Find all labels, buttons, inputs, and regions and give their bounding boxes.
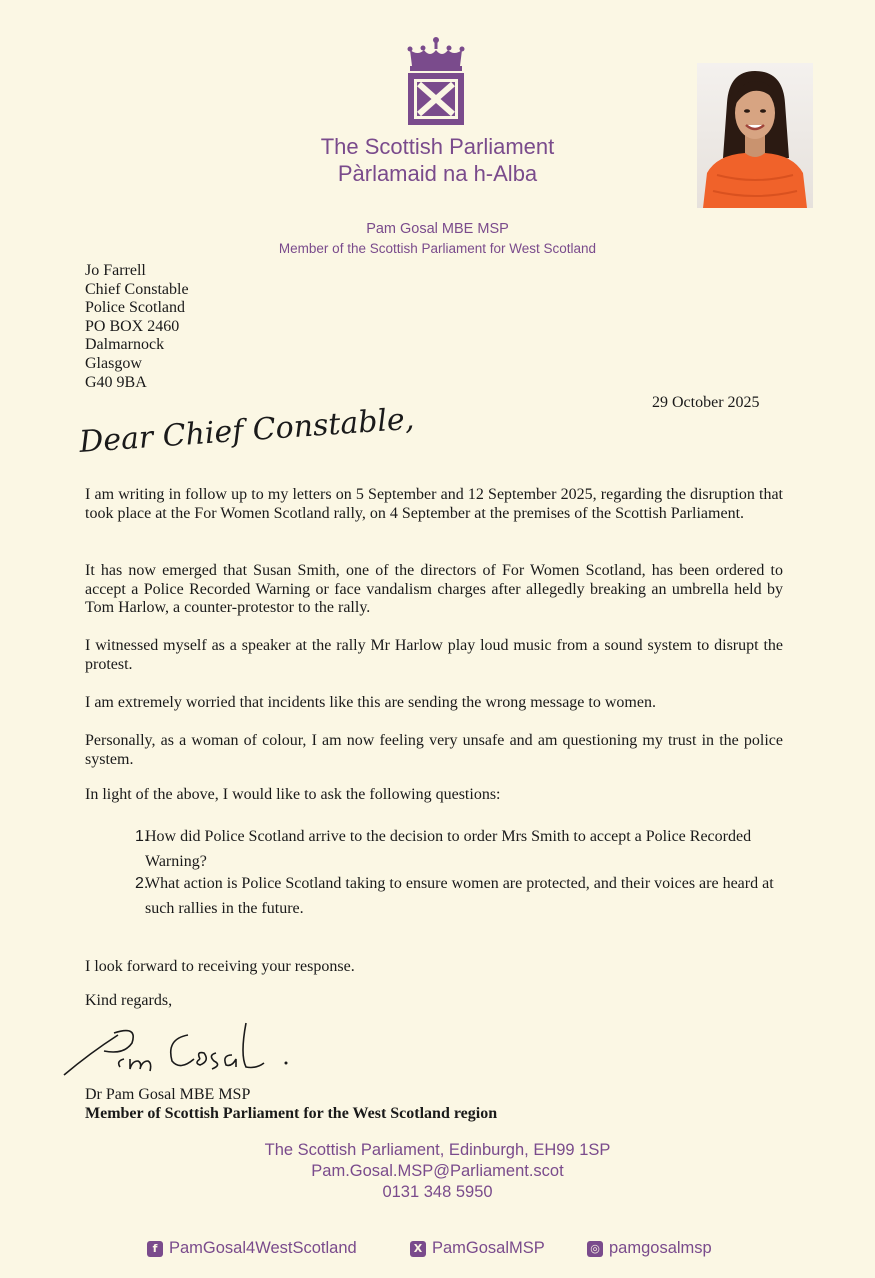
mp-portrait-photo: [697, 63, 813, 208]
body-paragraph: I look forward to receiving your response.: [85, 958, 355, 975]
scottish-parliament-crest-icon: [404, 36, 468, 126]
handwritten-signature: [60, 1015, 310, 1090]
footer-phone: 0131 348 5950: [382, 1183, 493, 1201]
x-icon: X: [410, 1241, 426, 1257]
address-line: PO BOX 2460: [85, 317, 180, 335]
question-text: How did Police Scotland arrive to the decision to order Mrs Smith to accept a Police Recorded Warning?: [145, 828, 752, 870]
parliament-name-english: The Scottish Parliament: [320, 134, 555, 159]
question-number: 2.: [135, 875, 149, 892]
address-line: Glasgow: [85, 354, 142, 372]
question-number: 1.: [135, 828, 149, 845]
question-item: [135, 871, 795, 921]
social-facebook[interactable]: [147, 1239, 357, 1258]
address-line: Police Scotland: [85, 299, 185, 317]
closing: Kind regards,: [85, 992, 173, 1009]
address-line: Dalmarnock: [85, 336, 165, 354]
body-paragraph: In light of the above, I would like to ask the following questions:: [85, 786, 501, 803]
body-paragraph: I am writing in follow up to my letters on 5 September and 12 September 2025, regarding the disruption that took place at the For Women Scotland rally, on 4 September at the premises of the Scottish Parliament.: [85, 486, 783, 522]
address-line: G40 9BA: [85, 373, 147, 391]
body-paragraph: Personally, as a woman of colour, I am now feeling very unsafe and am questioning my trust in the police system.: [85, 732, 783, 768]
recipient-address: [85, 262, 189, 392]
footer-address: The Scottish Parliament, Edinburgh, EH99 1SP: [264, 1141, 611, 1159]
signatory-name: Dr Pam Gosal MBE MSP: [85, 1086, 251, 1103]
x-handle: PamGosalMSP: [432, 1239, 545, 1257]
signatory-role: Member of Scottish Parliament for the West Scotland region: [85, 1105, 498, 1122]
mp-name: Pam Gosal MBE MSP: [366, 221, 509, 237]
facebook-icon: f: [147, 1241, 163, 1257]
handwritten-salutation: [70, 401, 416, 480]
body-paragraph: I am extremely worried that incidents like this are sending the wrong message to women.: [85, 694, 656, 711]
social-x[interactable]: [410, 1239, 545, 1258]
instagram-handle: pamgosalmsp: [609, 1239, 712, 1257]
social-instagram[interactable]: [587, 1239, 712, 1258]
question-text: What action is Police Scotland taking to ensure women are protected, and their voices are heard at such rallies in the future.: [145, 875, 774, 917]
body-paragraph: It has now emerged that Susan Smith, one of the directors of For Women Scotland, has been ordered to accept a Police Recorded Warning or face vandalism charges after allegedly breaking an umbrella held by Tom Harlow, a counter-protestor to the rally.: [85, 562, 783, 616]
facebook-handle: PamGosal4WestScotland: [169, 1239, 357, 1257]
mp-title: Member of the Scottish Parliament for West Scotland: [278, 241, 597, 256]
instagram-icon: ◎: [587, 1241, 603, 1257]
salutation-text: Dear Chief Constable,: [78, 401, 416, 460]
question-item: [135, 824, 795, 874]
address-line: Chief Constable: [85, 280, 189, 298]
footer-email[interactable]: Pam.Gosal.MSP@Parliament.scot: [311, 1162, 564, 1180]
body-paragraph: I witnessed myself as a speaker at the rally Mr Harlow play loud music from a sound system to disrupt the protest.: [85, 637, 783, 673]
address-line: Jo Farrell: [85, 262, 146, 279]
letter-date: 29 October 2025: [652, 394, 760, 411]
parliament-name-gaelic: Pàrlamaid na h-Alba: [337, 161, 538, 186]
